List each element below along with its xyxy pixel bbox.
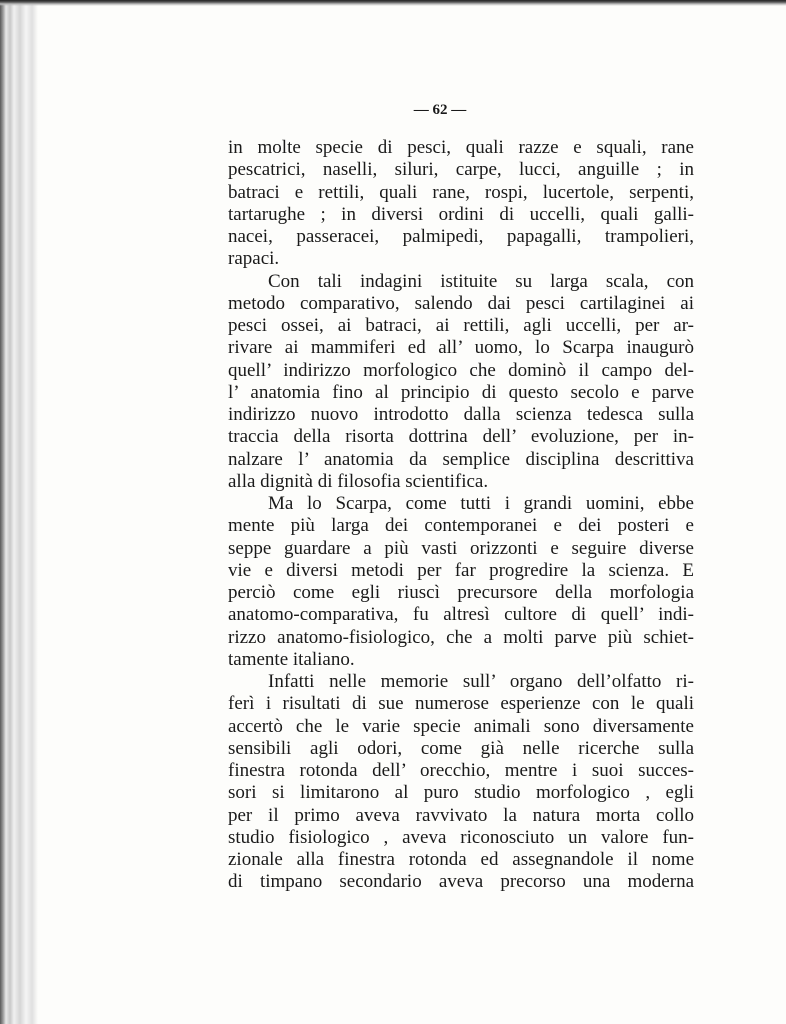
text-line: tartarughe ; in diversi ordini di uccelli, quali galli- — [228, 203, 694, 225]
text-line: in molte specie di pesci, quali razze e squali, rane — [228, 137, 694, 158]
text-line: Con tali indagini istituite su larga scala, con — [268, 270, 694, 292]
text-line: l’ anatomia fino al principio di questo secolo e parve — [228, 381, 694, 403]
text-line: alla dignità di filosofia scientifica. — [228, 470, 489, 492]
page-number: — 62 — — [413, 102, 467, 118]
scan-top-edge — [0, 0, 786, 6]
text-line: studio fisiologico , aveva riconosciuto un valore fun- — [228, 826, 694, 848]
text-line: pescatrici, naselli, siluri, carpe, lucci, anguille ; in — [228, 159, 694, 181]
book-binding-edge — [0, 0, 38, 1024]
text-line: finestra rotonda dell’ orecchio, mentre i suoi succes- — [228, 760, 694, 781]
paragraph — [228, 671, 694, 894]
text-line: anatomo-comparativa, fu altresì cultore di quell’ indi- — [228, 604, 694, 626]
paragraph — [228, 137, 694, 271]
paragraph — [228, 271, 694, 494]
text-line: nalzare l’ anatomia da semplice disciplina descrittiva — [228, 448, 694, 470]
text-line: indirizzo nuovo introdotto dalla scienza tedesca sulla — [228, 404, 694, 425]
text-line: Infatti nelle memorie sull’ organo dell’olfatto ri- — [268, 671, 694, 692]
text-line: pesci ossei, ai batraci, ai rettili, agli uccelli, per ar- — [228, 315, 694, 336]
text-line: vie e diversi metodi per far progredire la scienza. E — [228, 559, 694, 581]
text-line: sori si limitarono al puro studio morfologico , egli — [228, 782, 694, 804]
text-line: batraci e rettili, quali rane, rospi, lucertole, serpenti, — [228, 181, 694, 203]
text-line: zionale alla finestra rotonda ed assegnandole il nome — [228, 849, 694, 870]
paragraph — [228, 493, 694, 671]
text-line: quell’ indirizzo morfologico che dominò il campo del- — [228, 359, 694, 381]
text-line: mente più larga dei contemporanei e dei posteri e — [228, 515, 694, 537]
text-line: Ma lo Scarpa, come tutti i grandi uomini, ebbe — [268, 493, 694, 514]
text-line: metodo comparativo, salendo dai pesci cartilaginei ai — [228, 292, 694, 314]
text-line: rivare ai mammiferi ed all’ uomo, lo Scarpa inaugurò — [228, 337, 694, 359]
text-line: ferì i risultati di sue numerose esperienze con le quali — [228, 693, 694, 715]
text-line: sensibili agli odori, come già nelle ricerche sulla — [228, 737, 694, 759]
body-text — [228, 137, 694, 894]
text-line: traccia della risorta dottrina dell’ evoluzione, per in- — [228, 426, 694, 448]
text-line: perciò come egli riuscì precursore della morfologia — [228, 582, 694, 603]
text-line: rizzo anatomo-fisiologico, che a molti parve più schiet- — [228, 626, 694, 648]
text-line: nacei, passeracei, palmipedi, papagalli, trampolieri, — [228, 226, 694, 247]
text-line: tamente italiano. — [228, 648, 355, 670]
text-line: seppe guardare a più vasti orizzonti e seguire diverse — [228, 537, 694, 559]
text-line: rapaci. — [228, 248, 280, 270]
text-line: di timpano secondario aveva precorso una moderna — [228, 871, 694, 893]
text-line: per il primo aveva ravvivato la natura morta collo — [228, 804, 694, 826]
text-line: accertò che le varie specie animali sono diversamente — [228, 715, 694, 737]
